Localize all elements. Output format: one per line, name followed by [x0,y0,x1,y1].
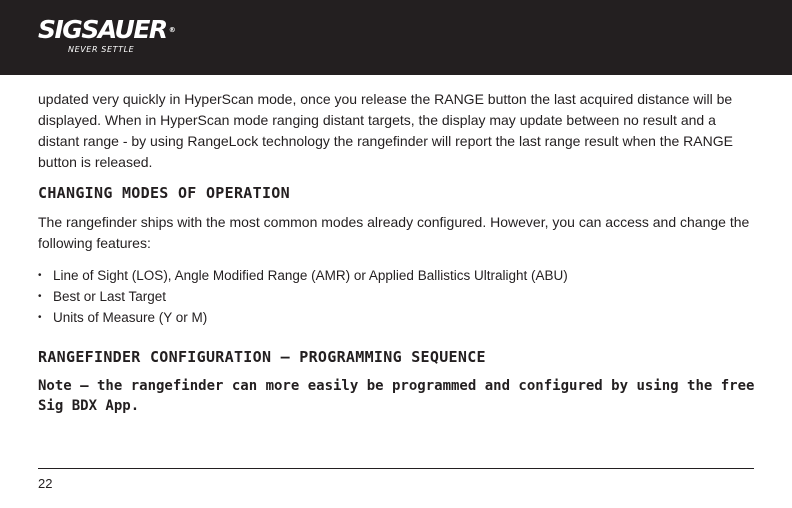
list-item: • Best or Last Target [38,286,758,307]
logo-sauer-text: SAUER [81,15,167,44]
logo-wordmark [38,17,176,43]
registered-mark: ® [168,26,176,34]
feature-list [38,265,758,328]
page-content [38,89,758,416]
section-heading-changing-modes: CHANGING MODES OF OPERATION [38,184,290,202]
list-item: • Line of Sight (LOS), Angle Modified Range (AMR) or Applied Ballistics Ultralight (ABU) [38,265,758,286]
list-item: • Units of Measure (Y or M) [38,307,758,328]
note-paragraph: Note – the rangefinder can more easily be programmed and configured by using the free Sig BDX App. [38,378,755,414]
section-heading-configuration: RANGEFINDER CONFIGURATION – PROGRAMMING SEQUENCE [38,348,486,366]
logo-sig-text: SIG [38,15,82,44]
sig-sauer-logo [38,17,176,54]
intro-paragraph: updated very quickly in HyperScan mode, once you release the RANGE button the last acquired distance will be displayed. When in HyperScan mode ranging distant targets, the display may update between no result and a distant range - by using RangeLock technology the rangefinder will report the last range result when the RANGE button is released. [38,91,733,170]
section1-paragraph: The rangefinder ships with the most common modes already configured. However, you can access and change the following features: [38,214,750,251]
page-number: 22 [38,476,53,491]
page-header [0,0,792,75]
footer-divider [38,468,754,469]
logo-tagline: NEVER SETTLE [68,45,135,54]
